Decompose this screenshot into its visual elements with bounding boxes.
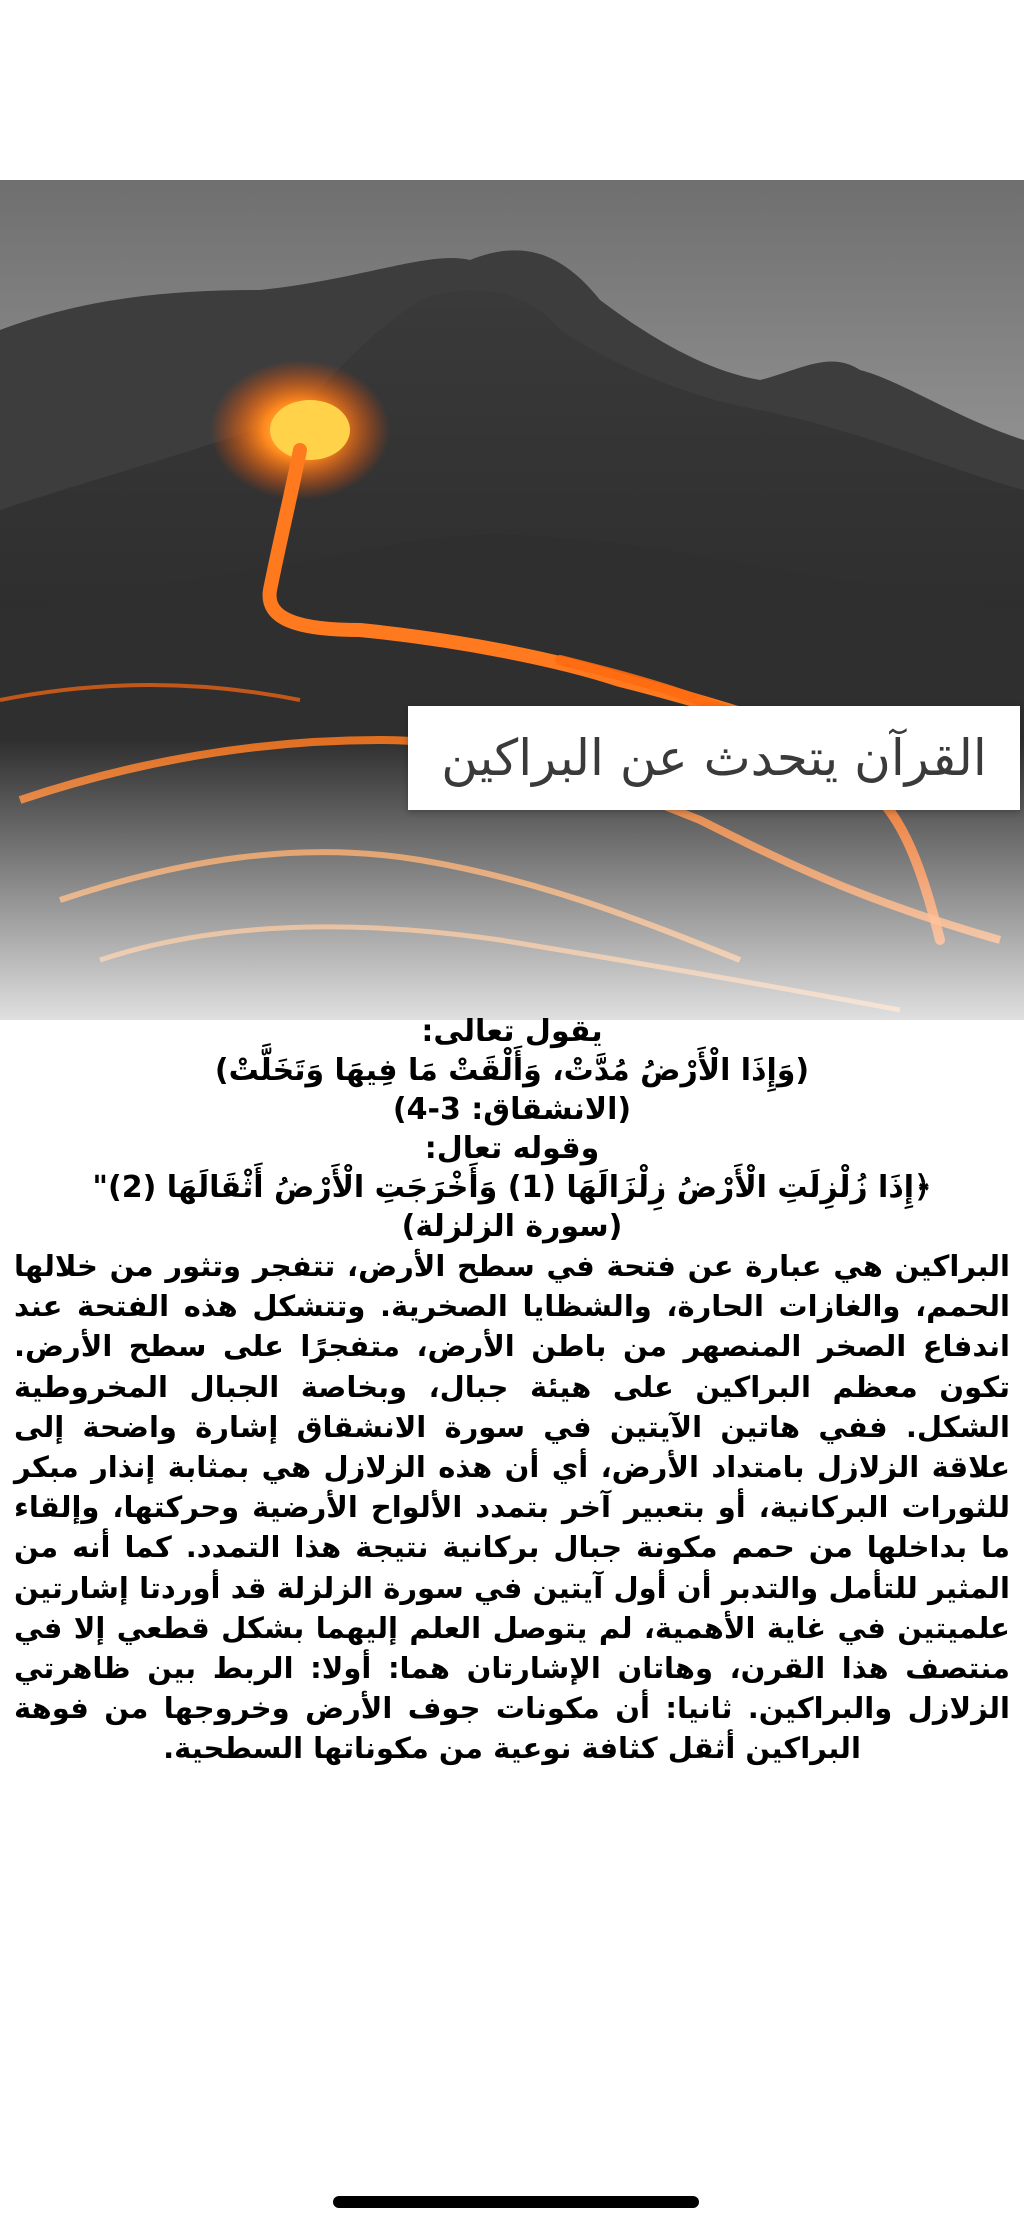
home-indicator[interactable] (333, 2196, 699, 2208)
banner-title: القرآن يتحدث عن البراكين (441, 729, 987, 787)
second-intro-line: وقوله تعال: (424, 1131, 600, 1166)
intro-line: يقول تعالى: (421, 1014, 603, 1049)
article-body (14, 1012, 1010, 1769)
verse-reference-zalzala: (سورة الزلزلة) (401, 1209, 623, 1244)
article-paragraph: البراكين هي عبارة عن فتحة في سطح الأرض، تتفجر وتثور من خلالها الحمم، والغازات الحارة، والشظايا الصخرية. وتتشكل هذه الفتحة عند اندفاع الصخر المنصهر من باطن الأرض، متفجرًا على سطح الأرض. تكون معظم البراكين على هيئة جبال، وبخاصة الجبال المخروطية الشكل. ففي هاتين الآيتين في سورة الانشقاق إشارة واضحة إلى علاقة الزلازل بامتداد الأرض، أي أن هذه الزلازل هي بمثابة إنذار مبكر للثورات البركانية، أو بتعبير آخر بتمدد الألواح الأرضية وحركتها، وإلقاء ما بداخلها من حمم مكونة جبال بركانية نتيجة هذا التمدد. كما أنه من المثير للتأمل والتدبر أن أول آيتين في سورة الزلزلة قد أوردتا إشارتين علميتين في غاية الأهمية، لم يتوصل العلم إليهما بشكل قطعي إلا في منتصف هذا القرن، وهاتان الإشارتان هما: أولا: الربط بين ظاهرتي الزلازل والبراكين. ثانيا: أن مكونات جوف الأرض وخروجها من فوهة البراكين أثقل كثافة نوعية من مكوناتها السطحية. (14, 1249, 1010, 1766)
verse-zalzala: ﴿إِذَا زُلْزِلَتِ الْأَرْضُ زِلْزَالَهَا (1) وَأَخْرَجَتِ الْأَرْضُ أَثْقَالَهَا (2)" (92, 1170, 932, 1205)
verse-reference-inshiqaq: (الانشقاق: 3-4) (392, 1092, 632, 1127)
volcano-banner-image (0, 180, 1024, 1020)
verse-inshiqaq: (وَإِذَا الْأَرْضُ مُدَّتْ، وَأَلْقَتْ مَا فِيهَا وَتَخَلَّتْ) (214, 1053, 810, 1088)
volcano-photo (0, 180, 1024, 1020)
banner-title-box (408, 706, 1020, 810)
